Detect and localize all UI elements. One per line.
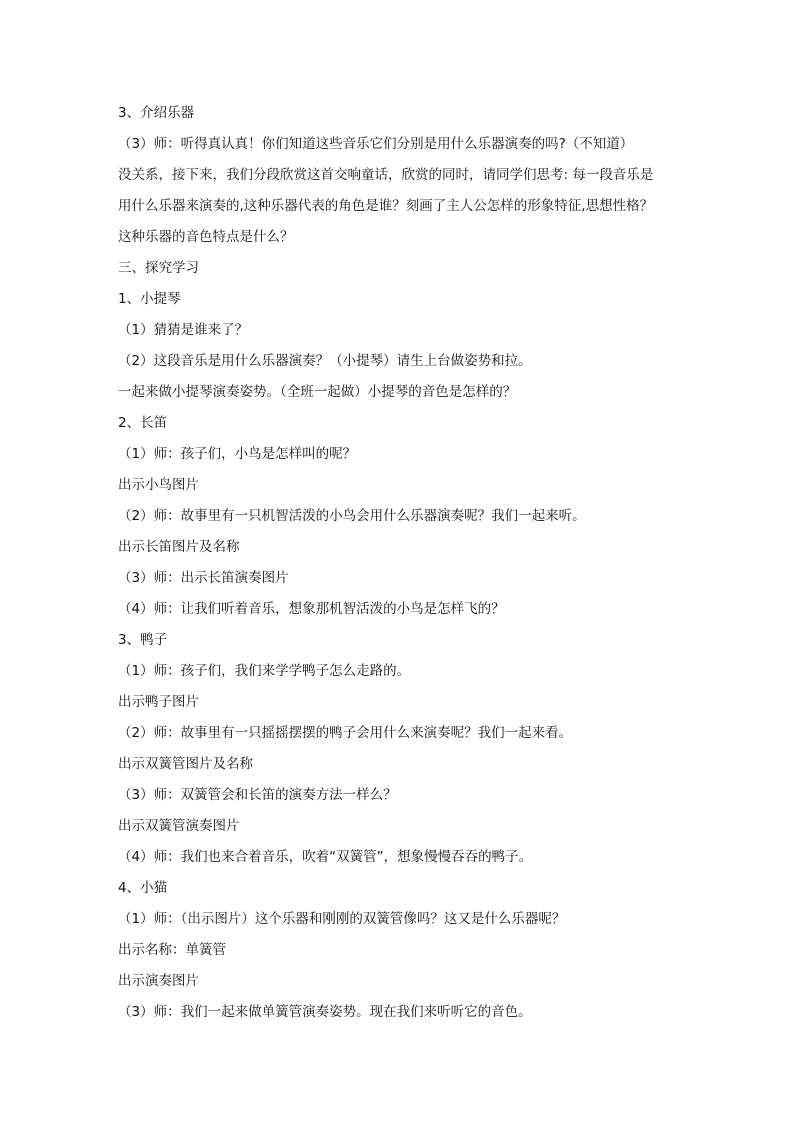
paragraph-line: 出示双簧管演奏图片 [118,818,240,834]
subsection-heading: 2、长笛 [118,415,168,431]
paragraph-line: 用什么乐器来演奏的,这种乐器代表的角色是谁？刻画了主人公怎样的形象特征,思想性格？ [118,198,654,214]
paragraph-line: （1）师：孩子们，我们来学学鸭子怎么走路的。 [118,663,411,679]
paragraph-line: 出示长笛图片及名称 [118,539,240,555]
paragraph-line: 没关系，接下来，我们分段欣赏这首交响童话，欣赏的同时，请同学们思考: 每一段音乐是 [118,167,654,183]
paragraph-line: （4）师：让我们听着音乐，想象那机智活泼的小鸟是怎样飞的？ [118,601,505,617]
document-body [118,103,690,1033]
paragraph-line: （2）师：故事里有一只机智活泼的小鸟会用什么乐器演奏呢？我们一起来听。 [118,508,586,524]
paragraph-line: 出示演奏图片 [118,973,199,989]
paragraph-line: （3）师：双簧管会和长笛的演奏方法一样么？ [118,787,397,803]
paragraph-line: 出示双簧管图片及名称 [118,756,253,772]
section-heading: 三、探究学习 [118,260,199,276]
paragraph-line: （1）师：（出示图片）这个乐器和刚刚的双簧管像吗？这又是什么乐器呢？ [118,911,566,927]
paragraph-line: 出示名称：单簧管 [118,942,226,958]
section-heading: 3、介绍乐器 [118,105,195,121]
paragraph-line: （1）师：孩子们，小鸟是怎样叫的呢？ [118,446,357,462]
paragraph-line: 出示小鸟图片 [118,477,199,493]
paragraph-line: （3）师：我们一起来做单簧管演奏姿势。现在我们来听听它的音色。 [118,1004,532,1020]
paragraph-line: 出示鸭子图片 [118,694,199,710]
paragraph-line: （3）师：听得真认真！你们知道这些音乐它们分别是用什么乐器演奏的吗?（不知道） [118,136,634,152]
paragraph-line: （3）师：出示长笛演奏图片 [118,570,289,586]
paragraph-line: （2）师：故事里有一只摇摇摆摆的鸭子会用什么来演奏呢？我们一起来看。 [118,725,573,741]
paragraph-line: （2）这段音乐是用什么乐器演奏？（小提琴）请生上台做姿势和拉。 [118,353,532,369]
subsection-heading: 4、小猫 [118,880,168,896]
paragraph-line: （1）猜猜是谁来了？ [118,322,249,338]
paragraph-line: 这种乐器的音色特点是什么？ [118,229,294,245]
paragraph-line: （4）师：我们也来合着音乐，吹着“双簧管”，想象慢慢吞吞的鸭子。 [118,849,533,865]
paragraph-line: 一起来做小提琴演奏姿势。（全班一起做）小提琴的音色是怎样的？ [118,384,517,400]
subsection-heading: 1、小提琴 [118,291,181,307]
subsection-heading: 3、鸭子 [118,632,168,648]
